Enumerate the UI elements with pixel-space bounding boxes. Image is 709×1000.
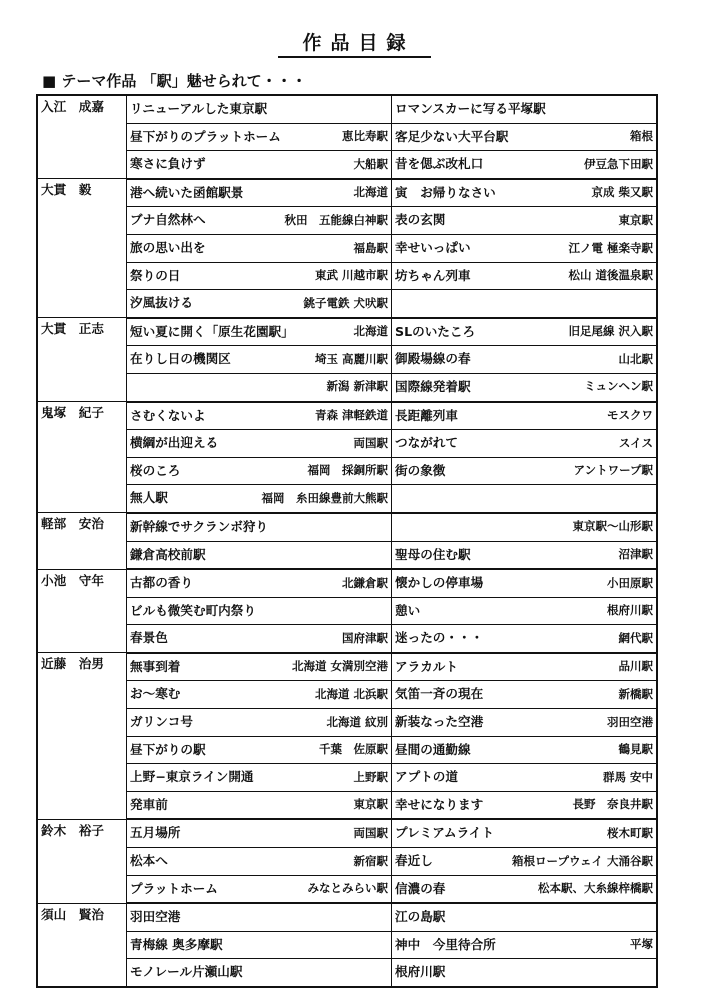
work-cell — [127, 207, 392, 235]
work-cell — [392, 653, 658, 681]
work-title: 迷ったの・・・ — [395, 630, 484, 646]
work-cell — [127, 959, 392, 987]
work-location: 上野駅 — [353, 769, 388, 784]
work-location: 平塚 — [630, 937, 653, 952]
work-cell — [392, 234, 658, 262]
work-cell — [127, 903, 392, 931]
work-title: 長距離列車 — [395, 407, 458, 423]
table-row — [37, 569, 657, 597]
work-title: 聖母の住む駅 — [395, 546, 471, 562]
work-location: 青森 津軽鉄道 — [314, 408, 388, 423]
work-cell — [392, 457, 658, 485]
table-row — [37, 151, 657, 179]
work-title: 神中 今里待合所 — [395, 936, 496, 952]
work-location: 新宿駅 — [353, 853, 388, 868]
work-location: 江ノ電 極楽寺駅 — [568, 240, 653, 255]
table-row — [37, 485, 657, 513]
table-row — [37, 179, 657, 207]
work-location: 北海道 女満別空港 — [291, 659, 388, 674]
work-location: 鶴見駅 — [618, 742, 653, 757]
table-row — [37, 457, 657, 485]
work-cell — [127, 931, 392, 959]
work-cell — [127, 736, 392, 764]
author-name: 大貫 毅 — [37, 179, 127, 318]
table-row — [37, 625, 657, 653]
work-cell — [392, 179, 658, 207]
work-cell — [392, 373, 658, 401]
work-cell — [127, 373, 392, 401]
work-title: 短い夏に開く「原生花園駅」 — [130, 323, 294, 339]
work-location: 両国駅 — [353, 825, 388, 840]
work-title: アラカルト — [395, 658, 458, 674]
work-cell — [127, 457, 392, 485]
work-location: みなとみらい駅 — [307, 881, 388, 896]
table-row — [37, 709, 657, 737]
document-title: 作品目録 — [0, 28, 709, 55]
work-title: 幸せになります — [395, 796, 484, 812]
table-row — [37, 541, 657, 569]
work-cell — [392, 791, 658, 819]
work-title: 無事到着 — [130, 658, 181, 674]
table-row — [37, 346, 657, 374]
work-location: 恵比寿駅 — [342, 129, 388, 144]
work-cell — [392, 95, 658, 123]
work-cell — [392, 848, 658, 876]
work-title: 古都の香り — [130, 575, 193, 591]
work-title: 国際線発着駅 — [395, 378, 471, 394]
work-location: 旧足尾線 沢入駅 — [568, 324, 653, 339]
table-row — [37, 819, 657, 847]
table-row — [37, 318, 657, 346]
work-location: ミュンヘン駅 — [584, 379, 653, 394]
work-title: 青梅線 奥多摩駅 — [130, 936, 223, 952]
work-location: 国府津駅 — [342, 630, 388, 645]
work-location: 北鎌倉駅 — [342, 575, 388, 590]
work-title: SLのいたころ — [395, 323, 476, 339]
work-title: ロマンスカーに写る平塚駅 — [395, 101, 546, 116]
work-location: 品川駅 — [618, 659, 653, 674]
work-cell — [392, 959, 658, 987]
work-location: 京成 柴又駅 — [591, 185, 653, 200]
work-title: ブナ自然林へ — [130, 212, 206, 228]
work-title: ガリンコ号 — [130, 714, 193, 730]
work-location: 千葉 佐原駅 — [319, 742, 388, 757]
work-title: 御殿場線の春 — [395, 351, 471, 367]
table-row — [37, 402, 657, 430]
work-location: 群馬 安中 — [602, 769, 653, 784]
work-location: 北海道 紋別 — [326, 714, 388, 729]
work-location: 両国駅 — [353, 435, 388, 450]
work-location: 北海道 北浜駅 — [314, 687, 388, 702]
work-title: 表の玄関 — [395, 212, 446, 228]
work-cell — [127, 151, 392, 179]
table-row — [37, 681, 657, 709]
work-cell — [392, 597, 658, 625]
work-title: 昼間の通勤線 — [395, 741, 471, 757]
work-location: モスクワ — [607, 408, 653, 423]
work-location: 網代駅 — [618, 630, 653, 645]
work-cell — [127, 653, 392, 681]
work-location: 伊豆急下田駅 — [584, 156, 653, 171]
work-cell — [392, 764, 658, 792]
work-title: 坊ちゃん列車 — [395, 267, 471, 283]
work-title: 昔を偲ぶ改札口 — [395, 156, 484, 172]
work-cell — [392, 485, 658, 513]
work-cell — [127, 569, 392, 597]
work-location: 大船駅 — [353, 156, 388, 171]
work-location: 北海道 — [353, 185, 388, 200]
table-row — [37, 262, 657, 290]
work-title: モノレール片瀬山駅 — [130, 964, 243, 980]
work-title: 懐かしの停車場 — [395, 575, 484, 591]
work-location: 埼玉 高麗川駅 — [314, 351, 388, 366]
table-row — [37, 875, 657, 903]
work-cell — [127, 625, 392, 653]
work-title: 祭りの日 — [130, 267, 181, 283]
table-row — [37, 597, 657, 625]
work-location: 福岡 採銅所駅 — [307, 463, 388, 478]
work-title: 憩い — [395, 602, 421, 618]
work-cell — [127, 290, 392, 318]
work-title: 江の島駅 — [395, 909, 446, 925]
table-row — [37, 373, 657, 401]
work-location: 沼津駅 — [618, 547, 653, 562]
work-cell — [127, 179, 392, 207]
work-title: 上野−東京ライン開通 — [130, 769, 254, 785]
work-location: 銚子電鉄 犬吠駅 — [303, 295, 388, 310]
work-cell — [392, 931, 658, 959]
work-location: 秋田 五能線白神駅 — [284, 212, 388, 227]
work-cell — [127, 791, 392, 819]
work-cell — [392, 875, 658, 903]
work-location: 箱根ロープウェイ 大涌谷駅 — [512, 853, 653, 868]
work-cell — [127, 485, 392, 513]
work-title: 港へ続いた函館駅景 — [130, 184, 244, 200]
work-cell — [392, 123, 658, 151]
work-title: 春景色 — [130, 630, 168, 646]
work-cell — [392, 207, 658, 235]
work-cell — [127, 681, 392, 709]
work-title: 横綱が出迎える — [130, 435, 219, 451]
work-title: 発車前 — [130, 796, 168, 812]
table-row — [37, 290, 657, 318]
work-cell — [392, 681, 658, 709]
author-name: 小池 守年 — [37, 569, 127, 653]
work-title: 五月場所 — [130, 825, 181, 841]
work-cell — [127, 848, 392, 876]
work-location: 桜木町駅 — [607, 825, 653, 840]
table-row — [37, 430, 657, 458]
work-title: プレミアムライト — [395, 825, 494, 841]
work-location: 箱根 — [630, 129, 653, 144]
work-location: スイス — [618, 435, 653, 450]
work-cell — [392, 569, 658, 597]
work-cell — [127, 402, 392, 430]
work-cell — [392, 318, 658, 346]
work-cell — [392, 430, 658, 458]
work-cell — [392, 513, 658, 541]
work-location: 山北駅 — [618, 351, 653, 366]
work-cell — [392, 625, 658, 653]
work-title: 在りし日の機関区 — [130, 351, 231, 367]
work-cell — [127, 262, 392, 290]
work-location: 東京駅 — [353, 797, 388, 812]
work-cell — [392, 262, 658, 290]
work-title: 信濃の春 — [395, 880, 446, 896]
work-title: 鎌倉高校前駅 — [130, 546, 206, 562]
work-cell — [392, 346, 658, 374]
table-row — [37, 931, 657, 959]
work-location: 羽田空港 — [607, 714, 653, 729]
work-title: 旅の思い出を — [130, 239, 206, 255]
work-cell — [127, 123, 392, 151]
author-name: 鈴木 裕子 — [37, 819, 127, 903]
work-title: 気笛一斉の現在 — [395, 686, 484, 702]
work-location: 新潟 新津駅 — [326, 379, 388, 394]
table-row — [37, 207, 657, 235]
work-cell — [127, 234, 392, 262]
work-location: 松本駅、大糸線梓橋駅 — [538, 881, 653, 896]
table-row — [37, 234, 657, 262]
author-name: 軽部 安治 — [37, 513, 127, 569]
work-cell — [127, 541, 392, 569]
work-title: 松本へ — [130, 853, 168, 869]
work-cell — [127, 513, 392, 541]
work-cell — [127, 875, 392, 903]
work-cell — [392, 903, 658, 931]
work-cell — [127, 819, 392, 847]
table-row — [37, 123, 657, 151]
work-cell — [392, 736, 658, 764]
author-name: 近藤 治男 — [37, 653, 127, 820]
author-name: 須山 賢治 — [37, 903, 127, 987]
works-catalog-table — [36, 94, 658, 988]
table-row — [37, 736, 657, 764]
work-title: 新装なった空港 — [395, 714, 484, 730]
work-title: プラットホーム — [130, 880, 218, 896]
work-title: つながれて — [395, 435, 458, 451]
work-cell — [392, 151, 658, 179]
work-title: お～寒む — [130, 686, 181, 702]
work-cell — [392, 709, 658, 737]
work-title: 羽田空港 — [130, 909, 181, 925]
work-title: 桜のころ — [130, 462, 181, 478]
table-row — [37, 959, 657, 987]
work-title: さむくないよ — [130, 407, 206, 423]
work-title: アプトの道 — [395, 769, 458, 785]
work-title: リニューアルした東京駅 — [130, 101, 268, 116]
table-row — [37, 513, 657, 541]
work-location: 小田原駅 — [607, 575, 653, 590]
table-row — [37, 791, 657, 819]
author-name: 入江 成嘉 — [37, 95, 127, 179]
work-title: 寅 お帰りなさい — [395, 184, 496, 200]
work-location: 東京駅 — [618, 212, 653, 227]
work-title: 昼下がりの駅 — [130, 741, 206, 757]
work-cell — [392, 819, 658, 847]
work-title: 汐風抜ける — [130, 295, 193, 311]
work-title: 無人駅 — [130, 490, 168, 506]
work-location: 北海道 — [353, 324, 388, 339]
work-location: 新橋駅 — [618, 687, 653, 702]
table-row — [37, 764, 657, 792]
work-title: 寒さに負けず — [130, 156, 206, 172]
work-cell — [127, 709, 392, 737]
work-cell — [127, 764, 392, 792]
work-location: 松山 道後温泉駅 — [568, 268, 653, 283]
work-location: 東京駅～山形駅 — [572, 519, 653, 534]
work-cell — [392, 290, 658, 318]
work-location: アントワープ駅 — [573, 463, 653, 478]
author-name: 大貫 正志 — [37, 318, 127, 402]
work-title: 昼下がりのプラットホーム — [130, 128, 281, 144]
table-row — [37, 95, 657, 123]
work-title: 幸せいっぱい — [395, 239, 471, 255]
work-location: 福島駅 — [353, 240, 388, 255]
table-row — [37, 903, 657, 931]
work-location: 福岡 糸田線豊前大熊駅 — [261, 490, 388, 505]
work-cell — [127, 430, 392, 458]
work-location: 根府川駅 — [607, 603, 653, 618]
table-row — [37, 848, 657, 876]
work-title: 街の象徴 — [395, 462, 446, 478]
work-title: 根府川駅 — [395, 964, 446, 980]
work-title: 春近し — [395, 853, 433, 869]
theme-heading: ■ テーマ作品 「駅」魅せられて・・・ — [42, 72, 307, 90]
work-cell — [127, 95, 392, 123]
author-name: 鬼塚 紀子 — [37, 402, 127, 513]
table-row — [37, 653, 657, 681]
work-cell — [392, 541, 658, 569]
work-title: ビルも微笑む町内祭り — [130, 602, 256, 618]
work-cell — [127, 318, 392, 346]
work-location: 東武 川越市駅 — [314, 268, 388, 283]
work-title: 客足少ない大平台駅 — [395, 128, 509, 144]
work-cell — [127, 597, 392, 625]
work-cell — [392, 402, 658, 430]
work-title: 新幹線でサクランボ狩り — [130, 518, 269, 534]
work-cell — [127, 346, 392, 374]
work-location: 長野 奈良井駅 — [572, 797, 653, 812]
